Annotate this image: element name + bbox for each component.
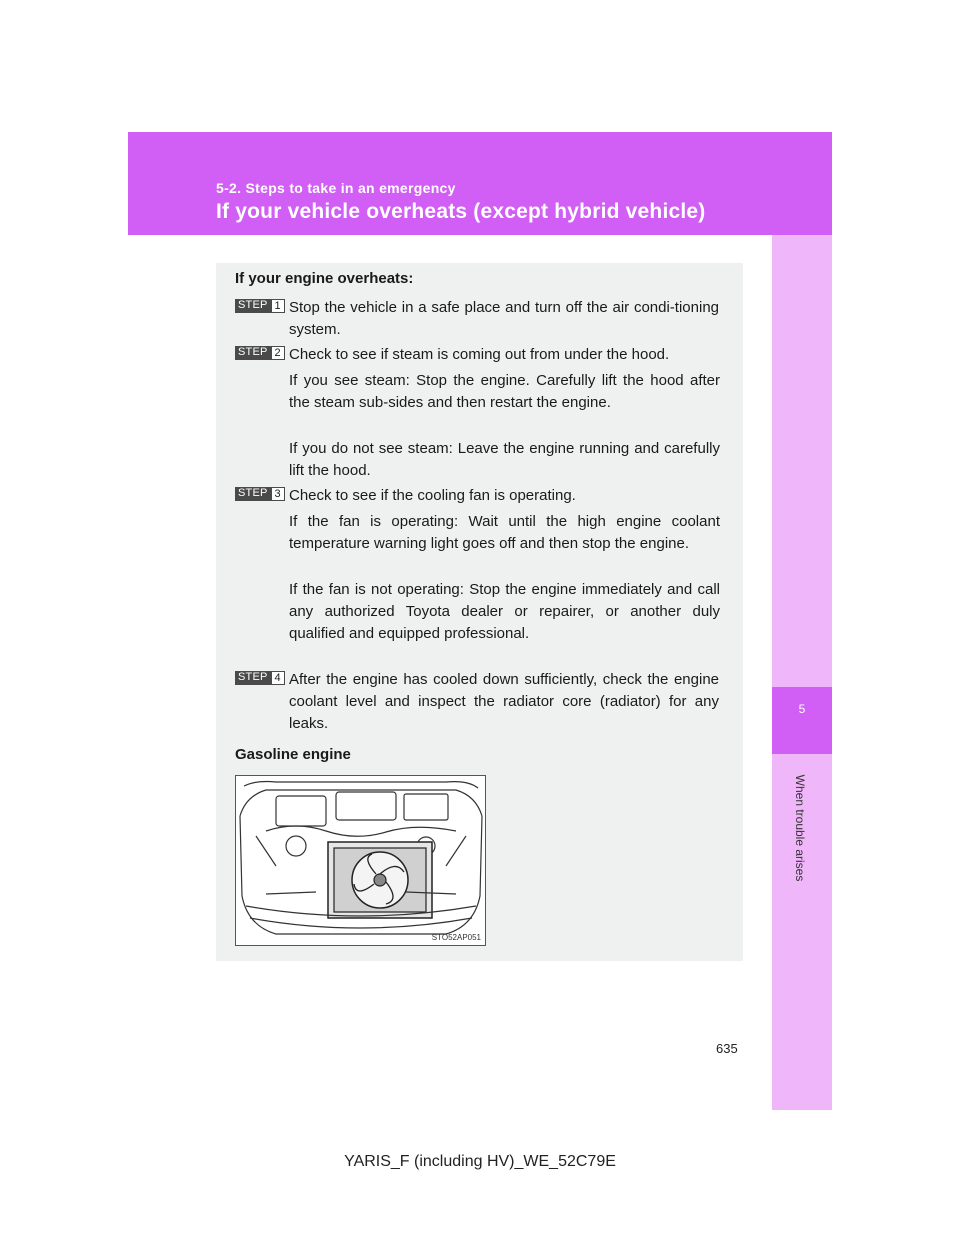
step-badge: STEP 2	[235, 346, 285, 360]
step-2-sub-1: If you see steam: Stop the engine. Carefully lift the hood after the steam sub-sides and then restart the engine.	[289, 372, 720, 411]
content-heading: If your engine overheats:	[235, 270, 414, 287]
engine-bay-illustration	[235, 775, 486, 946]
document-footer: YARIS_F (including HV)_WE_52C79E	[344, 1153, 616, 1170]
page-title: If your vehicle overheats (except hybrid vehicle)	[216, 200, 706, 223]
step-text: After the engine has cooled down sufficiently, check the engine coolant level and inspect the radiator core (radiator) for any leaks.	[289, 671, 719, 732]
step-3-sub-2: If the fan is not operating: Stop the engine immediately and call any authorized Toyota dealer or repairer, or another duly qualified and equipped professional.	[289, 581, 720, 642]
engine-fan-drawing	[236, 776, 485, 945]
chapter-side-tab[interactable]	[772, 235, 832, 1110]
step-badge: STEP 3	[235, 487, 285, 501]
step-2-sub-2: If you do not see steam: Leave the engine running and carefully lift the hood.	[289, 440, 720, 479]
step-3-sub-1: If the fan is operating: Wait until the high engine coolant temperature warning light goes off and then stop the engine.	[289, 513, 720, 552]
step-text: Check to see if steam is coming out from under the hood.	[289, 346, 670, 363]
gasoline-engine-label: Gasoline engine	[235, 746, 351, 763]
figure-code: STO52AP051	[431, 933, 481, 942]
step-text: Check to see if the cooling fan is operating.	[289, 487, 576, 504]
step-text: Stop the vehicle in a safe place and turn off the air condi-tioning system.	[289, 299, 719, 338]
page-number: 635	[716, 1041, 738, 1056]
chapter-number: 5	[772, 687, 832, 754]
chapter-label: When trouble arises	[793, 774, 807, 881]
section-label: 5-2. Steps to take in an emergency	[216, 180, 456, 196]
step-badge: STEP 1	[235, 299, 285, 313]
step-badge: STEP 4	[235, 671, 285, 685]
